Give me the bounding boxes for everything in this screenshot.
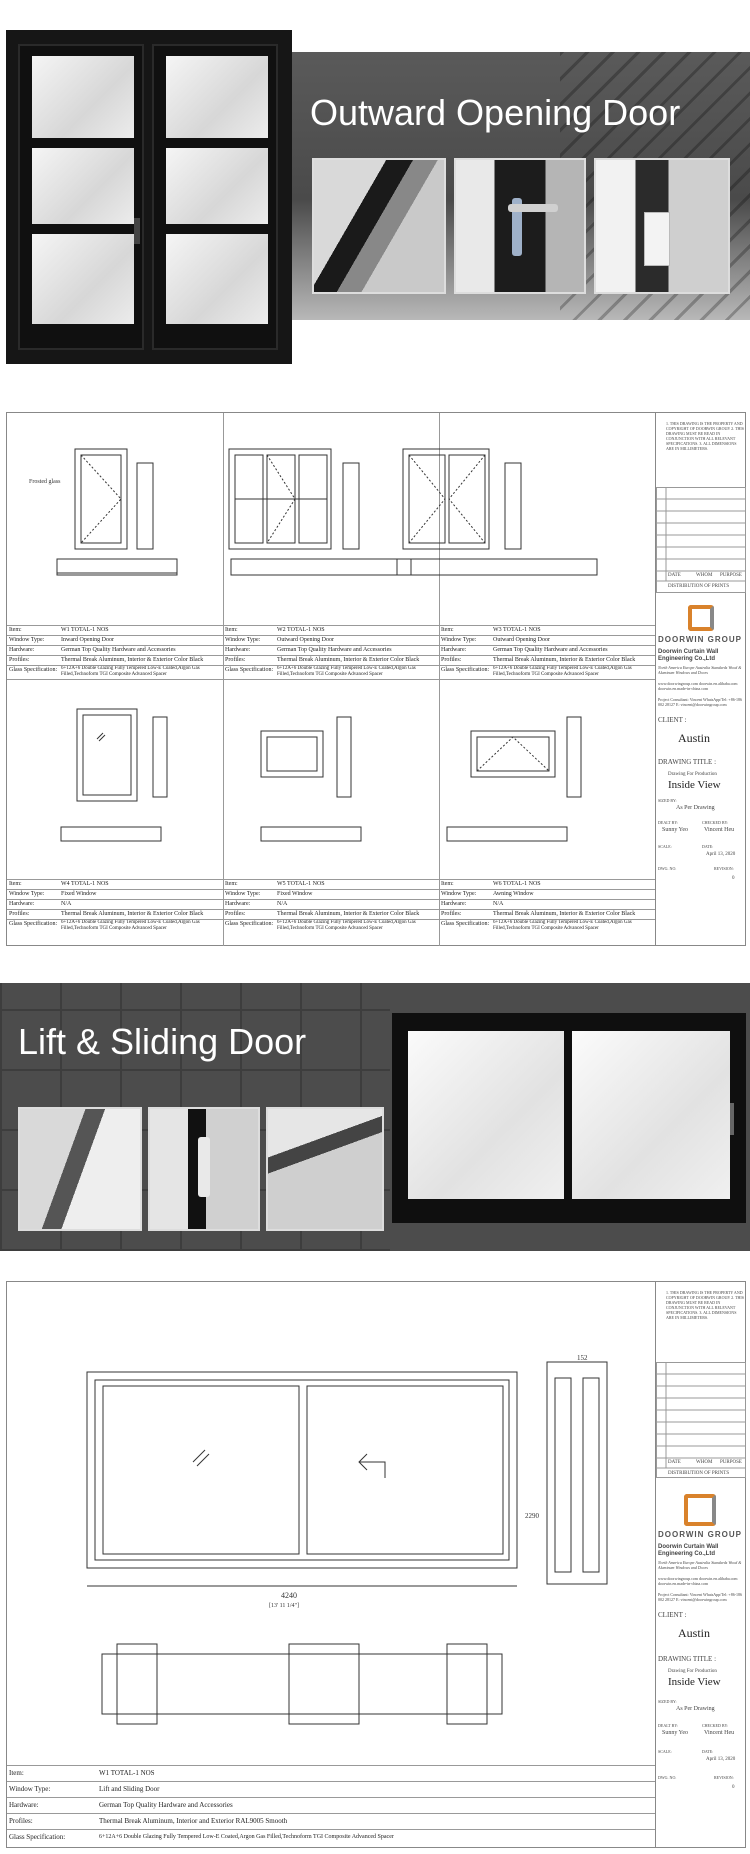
frosted-glass-label: Frosted glass [29, 479, 61, 485]
spec-row-glass: Glass Specification: 6+12A+6 Double Glazing Fully Tempered Low-E Coated,Argon Gas Filled,Technoform TGI Composite Advanced Spacer [7, 919, 223, 935]
outward-door-banner [0, 0, 750, 375]
spec-row-profiles: Profiles: Thermal Break Aluminum, Interior & Exterior Color Black [223, 655, 439, 665]
spec-row-type: Window Type: Inward Opening Door [7, 635, 223, 645]
detail-photo-handle [454, 158, 586, 294]
drawing-title: Inside View [668, 1676, 721, 1688]
section-dim: 152 [577, 1354, 588, 1362]
drawing-sheet-2 [6, 1281, 746, 1848]
spec-row-type: Window Type: Outward Opening Door [439, 635, 655, 645]
doorwin-logo-icon [684, 1494, 716, 1526]
drawing-sheet-1 [6, 412, 746, 946]
spec-row-item: Item: W3 TOTAL-1 NOS [439, 625, 655, 635]
spec-row-item: Item: W6 TOTAL-1 NOS [439, 879, 655, 889]
spec-row-profiles: Profiles: Thermal Break Aluminum, Interior & Exterior Color Black [7, 909, 223, 919]
spec-row-glass: Glass Specification: 6+12A+6 Double Glazing Fully Tempered Low-E Coated,Argon Gas Filled,Technoform TGI Composite Advanced Spacer [223, 919, 439, 935]
sliding-panel-left [408, 1031, 564, 1199]
window-elevations-row2 [7, 679, 655, 859]
detail-photo-handle [148, 1107, 260, 1231]
drawing-notes: 1. THIS DRAWING IS THE PROPERTY AND COPYRIGHT OF DOORWIN GROUP. 2. THIS DRAWING MUST BE READ IN CONJUNCTION WITH ALL RELEVANT SPECIFICATIONS. 3. ALL DIMENSIONS ARE IN MILLIMETERS. [666, 421, 744, 451]
sliding-door-handle [730, 1103, 734, 1135]
spec-row-profiles: Profiles: Thermal Break Aluminum, Interior & Exterior Color Black [7, 655, 223, 665]
spec-row-glass: Glass Specification: 6+12A+6 Double Glazing Fully Tempered Low-E Coated,Argon Gas Filled,Technoform TGI Composite Advanced Spacer [439, 665, 655, 681]
spec-row-hardware: Hardware: N/A [7, 899, 223, 909]
spec-row-type: Window Type: Fixed Window [7, 889, 223, 899]
spec-table: Item: W1 TOTAL-1 NOS Window Type: Lift and Sliding Door Hardware: German Top Quality Hardware and Accessories Profiles: Thermal Break Aluminum, Interior and Exterior RAL9005 Smooth Glass Specification: 6+12A+6 Double Glazing Fully Tempered Low-E Coated,Argon Gas Filled,Technoform TGI Composite Advanced Spacer [7, 1765, 655, 1848]
sliding-door-elevation [7, 1282, 655, 1752]
spec-table [7, 625, 223, 691]
sliding-door-photo [392, 1013, 746, 1223]
spec-row-profiles: Profiles: Thermal Break Aluminum, Interior & Exterior Color Black [223, 909, 439, 919]
revision-table: DATE WHOM PURPOSE DISTRIBUTION OF PRINTS [656, 487, 746, 593]
spec-row-profiles: Profiles: Thermal Break Aluminum, Interior & Exterior Color Black [439, 655, 655, 665]
spec-row-profiles: Profiles: Thermal Break Aluminum, Interior & Exterior Color Black [439, 909, 655, 919]
detail-photo-profile [266, 1107, 384, 1231]
spec-row-item: Item: W5 TOTAL-1 NOS [223, 879, 439, 889]
client-name: Austin [678, 1626, 711, 1640]
detail-photo-frame [312, 158, 446, 294]
width-dim: 4240 [281, 1591, 297, 1600]
section-title: Outward Opening Door [310, 92, 681, 133]
height-dim: 2290 [525, 1512, 539, 1520]
outward-door-photo [6, 30, 292, 364]
section-title: Lift & Sliding Door [18, 1021, 307, 1062]
spec-table [439, 625, 655, 691]
spec-row-type: Window Type: Awning Window [439, 889, 655, 899]
door-leaf-right [152, 44, 278, 350]
spec-row-glass: Glass Specification: 6+12A+6 Double Glazing Fully Tempered Low-E Coated,Argon Gas Filled,Technoform TGI Composite Advanced Spacer [439, 919, 655, 935]
spec-row-item: Item: W1 TOTAL-1 NOS [7, 625, 223, 635]
spec-row-type: Window Type: Outward Opening Door [223, 635, 439, 645]
spec-row-item: Item: W4 TOTAL-1 NOS [7, 879, 223, 889]
spec-row-hardware: Hardware: German Top Quality Hardware and Accessories [223, 645, 439, 655]
spec-row-glass: Glass Specification: 6+12A+6 Double Glazing Fully Tempered Low-E Coated,Argon Gas Filled,Technoform TGI Composite Advanced Spacer [7, 665, 223, 681]
sliding-panel-right [572, 1031, 730, 1199]
logo-text: DOORWIN GROUP [658, 635, 742, 644]
title-block: 1. THIS DRAWING IS THE PROPERTY AND COPYRIGHT OF DOORWIN GROUP. 2. THIS DRAWING MUST BE READ IN CONJUNCTION WITH ALL RELEVANT SPECIFICATIONS. 3. ALL DIMENSIONS ARE IN MILLIMETERS. DATE WHOM PURPOSE DISTRIBUTION OF PRINTS DOORWIN GROUP Doorwin Curtain Wall Engineering Co.,Ltd North America Europe Australia Standards Wood & Aluminum Windows and Doors www.doorwingroup.com doorwin.en.alibaba.com doorwin.en.made-in-china.com Project Consultant: Vincent WhatsApp/Tel: +86-186 002 28127 E: vincent@doorwingroup.com CLIENT : Austin DRAWING TITLE : Drawing For Production Inside View SIZED BY: As Per Drawing DEALT BY: Sunny Yeo CHECKED BY: Vincent Heu SCALE: DATE: April 13, 2020 DWG. NO. REVISION: 0 [655, 413, 746, 946]
doorwin-logo-icon [688, 605, 714, 631]
title-block-2: 1. THIS DRAWING IS THE PROPERTY AND COPYRIGHT OF DOORWIN GROUP. 2. THIS DRAWING MUST BE READ IN CONJUNCTION WITH ALL RELEVANT SPECIFICATIONS. 3. ALL DIMENSIONS ARE IN MILLIMETERS. DATE WHOM PURPOSE DISTRIBUTION OF PRINTS DOORWIN GROUP Doorwin Curtain Wall Engineering Co.,Ltd North America Europe Australia Standards Wood & Aluminum Windows and Doors www.doorwingroup.com doorwin.en.alibaba.com doorwin.en.made-in-china.com Project Consultant: Vincent WhatsApp/Tel: +86-186 002 28127 E: vincent@doorwingroup.com CLIENT : Austin DRAWING TITLE : Drawing For Production Inside View SIZED BY: As Per Drawing DEALT BY: Sunny Yeo CHECKED BY: Vincent Heu SCALE: DATE: April 13, 2020 DWG. NO. REVISION: 0 [655, 1282, 746, 1848]
spec-row-hardware: Hardware: German Top Quality Hardware and Accessories [439, 645, 655, 655]
spec-row-glass: Glass Specification: 6+12A+6 Double Glazing Fully Tempered Low-E Coated,Argon Gas Filled,Technoform TGI Composite Advanced Spacer [223, 665, 439, 681]
spec-table [223, 625, 439, 691]
spec-row-item: Item: W2 TOTAL-1 NOS [223, 625, 439, 635]
lift-sliding-banner [0, 983, 750, 1251]
door-leaf-left [18, 44, 144, 350]
door-handle [134, 218, 140, 244]
width-dim-inches: [13' 11 1/4"] [269, 1603, 299, 1609]
window-elevations-row1 [7, 413, 655, 613]
spec-row-hardware: Hardware: N/A [439, 899, 655, 909]
spec-row-hardware: Hardware: German Top Quality Hardware and Accessories [7, 645, 223, 655]
spec-table [439, 879, 655, 945]
client-name: Austin [678, 731, 711, 745]
spec-row-hardware: Hardware: N/A [223, 899, 439, 909]
spec-table [223, 879, 439, 945]
drawing-title: Inside View [668, 779, 721, 791]
detail-photo-hinge [594, 158, 730, 294]
spec-table [7, 879, 223, 945]
detail-photo-track [18, 1107, 142, 1231]
spec-row-type: Window Type: Fixed Window [223, 889, 439, 899]
